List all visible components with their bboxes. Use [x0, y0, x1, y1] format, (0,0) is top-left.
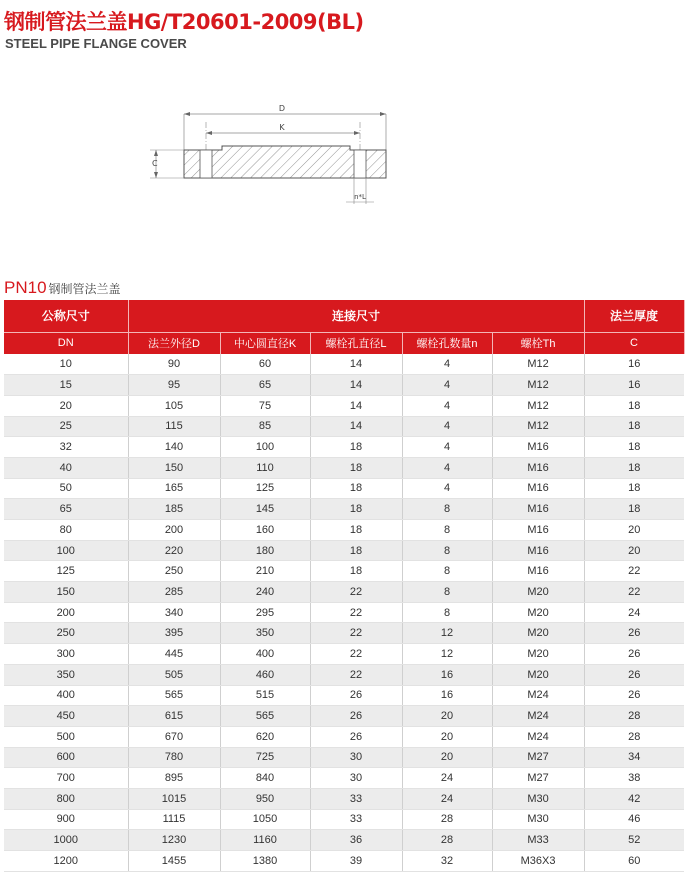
table-cell: 16	[402, 685, 492, 706]
col-header-center-circle: 中心圆直径K	[220, 332, 310, 354]
dimension-k-label: K	[279, 123, 285, 132]
dimension-d-label: D	[278, 104, 286, 113]
table-cell: M16	[492, 520, 584, 541]
table-cell: M12	[492, 395, 584, 416]
table-cell: 20	[584, 520, 684, 541]
table-cell: 32	[4, 437, 128, 458]
table-row	[4, 664, 684, 685]
table-cell: 26	[584, 664, 684, 685]
table-cell: 18	[584, 457, 684, 478]
table-row	[4, 851, 684, 872]
table-cell: 39	[310, 851, 402, 872]
table-cell: 90	[128, 354, 220, 375]
table-cell: 165	[128, 478, 220, 499]
table-cell: 28	[402, 809, 492, 830]
table-cell: M16	[492, 540, 584, 561]
table-cell: 95	[128, 375, 220, 396]
table-cell: 700	[4, 768, 128, 789]
table-cell: 18	[310, 561, 402, 582]
table-cell: 33	[310, 788, 402, 809]
table-cell: 1115	[128, 809, 220, 830]
table-cell: 400	[220, 644, 310, 665]
group-header-nominal-size: 公称尺寸	[4, 300, 128, 332]
table-cell: 20	[402, 726, 492, 747]
table-cell: 1160	[220, 830, 310, 851]
table-cell: 140	[128, 437, 220, 458]
table-cell: 18	[310, 540, 402, 561]
table-cell: 515	[220, 685, 310, 706]
table-cell: 12	[402, 644, 492, 665]
table-cell: M16	[492, 478, 584, 499]
table-cell: 42	[584, 788, 684, 809]
table-cell: 125	[4, 561, 128, 582]
flange-cover-drawing	[140, 100, 400, 212]
table-cell: 24	[584, 602, 684, 623]
table-cell: 4	[402, 375, 492, 396]
table-cell: 16	[402, 664, 492, 685]
table-cell: 620	[220, 726, 310, 747]
table-cell: 20	[402, 706, 492, 727]
table-cell: 22	[310, 602, 402, 623]
section-title	[4, 278, 121, 298]
table-cell: 110	[220, 457, 310, 478]
table-cell: 8	[402, 540, 492, 561]
table-cell: 565	[220, 706, 310, 727]
table-cell: 8	[402, 520, 492, 541]
page-subtitle: STEEL PIPE FLANGE COVER	[5, 36, 187, 51]
table-cell: 16	[584, 375, 684, 396]
table-cell: 18	[584, 437, 684, 458]
table-cell: 1455	[128, 851, 220, 872]
table-row	[4, 809, 684, 830]
table-cell: 100	[4, 540, 128, 561]
table-row	[4, 540, 684, 561]
table-cell: 20	[4, 395, 128, 416]
table-cell: 220	[128, 540, 220, 561]
table-cell: 26	[310, 706, 402, 727]
col-header-dn: DN	[4, 332, 128, 354]
table-cell: 16	[584, 354, 684, 375]
table-cell: 210	[220, 561, 310, 582]
table-cell: M20	[492, 623, 584, 644]
table-cell: 1000	[4, 830, 128, 851]
table-cell: 8	[402, 499, 492, 520]
table-cell: 50	[4, 478, 128, 499]
table-cell: 900	[4, 809, 128, 830]
table-cell: 670	[128, 726, 220, 747]
table-row	[4, 726, 684, 747]
table-body	[4, 354, 684, 871]
table-cell: 40	[4, 457, 128, 478]
table-cell: M16	[492, 457, 584, 478]
table-cell: M12	[492, 416, 584, 437]
table-cell: 26	[310, 685, 402, 706]
table-row	[4, 685, 684, 706]
table-cell: 10	[4, 354, 128, 375]
table-cell: 60	[220, 354, 310, 375]
table-cell: 65	[220, 375, 310, 396]
table-cell: 18	[584, 499, 684, 520]
table-cell: M27	[492, 747, 584, 768]
table-row	[4, 706, 684, 727]
table-cell: 26	[584, 623, 684, 644]
table-cell: 14	[310, 375, 402, 396]
table-cell: M24	[492, 706, 584, 727]
table-row	[4, 582, 684, 603]
table-row	[4, 375, 684, 396]
table-cell: M24	[492, 685, 584, 706]
table-cell: 600	[4, 747, 128, 768]
table-cell: 18	[310, 478, 402, 499]
table-cell: 1050	[220, 809, 310, 830]
table-cell: 30	[310, 768, 402, 789]
table-cell: 24	[402, 768, 492, 789]
table-cell: 4	[402, 416, 492, 437]
section-subtitle: 钢制管法兰盖	[48, 282, 121, 296]
table-cell: M30	[492, 788, 584, 809]
group-header-connection-size: 连接尺寸	[128, 300, 584, 332]
table-cell: 36	[310, 830, 402, 851]
table-cell: 460	[220, 664, 310, 685]
table-cell: 22	[584, 561, 684, 582]
table-cell: 250	[4, 623, 128, 644]
table-cell: 400	[4, 685, 128, 706]
group-header-flange-thickness: 法兰厚度	[584, 300, 684, 332]
table-cell: 250	[128, 561, 220, 582]
table-row	[4, 520, 684, 541]
table-cell: 24	[402, 788, 492, 809]
table-cell: 85	[220, 416, 310, 437]
table-cell: 14	[310, 354, 402, 375]
table-cell: M16	[492, 499, 584, 520]
table-cell: 18	[584, 416, 684, 437]
table-cell: 4	[402, 395, 492, 416]
table-cell: 18	[310, 457, 402, 478]
table-cell: 145	[220, 499, 310, 520]
flange-spec-table	[4, 300, 685, 872]
table-cell: 75	[220, 395, 310, 416]
dimension-nl-label: n*L	[354, 193, 366, 201]
table-cell: 240	[220, 582, 310, 603]
table-row	[4, 499, 684, 520]
table-cell: 26	[310, 726, 402, 747]
table-row	[4, 354, 684, 375]
table-cell: 22	[310, 664, 402, 685]
table-cell: 25	[4, 416, 128, 437]
table-cell: 200	[4, 602, 128, 623]
table-cell: 840	[220, 768, 310, 789]
table-cell: 33	[310, 809, 402, 830]
col-header-bolt-hole-count: 螺栓孔数量n	[402, 332, 492, 354]
table-cell: 150	[4, 582, 128, 603]
table-row	[4, 788, 684, 809]
table-cell: M16	[492, 561, 584, 582]
table-row	[4, 830, 684, 851]
table-cell: 445	[128, 644, 220, 665]
table-cell: M33	[492, 830, 584, 851]
table-cell: 22	[584, 582, 684, 603]
table-cell: 28	[402, 830, 492, 851]
table-cell: 14	[310, 416, 402, 437]
table-row	[4, 747, 684, 768]
table-cell: 8	[402, 561, 492, 582]
table-row	[4, 457, 684, 478]
table-cell: 34	[584, 747, 684, 768]
table-cell: 950	[220, 788, 310, 809]
table-cell: 105	[128, 395, 220, 416]
table-cell: 46	[584, 809, 684, 830]
table-cell: 340	[128, 602, 220, 623]
table-cell: 4	[402, 478, 492, 499]
table-cell: 28	[584, 726, 684, 747]
section-pressure-label: PN10	[4, 278, 47, 297]
table-cell: 18	[310, 499, 402, 520]
table-cell: 800	[4, 788, 128, 809]
table-cell: 100	[220, 437, 310, 458]
col-header-thickness: C	[584, 332, 684, 354]
table-row	[4, 623, 684, 644]
table-cell: 4	[402, 437, 492, 458]
table-row	[4, 437, 684, 458]
table-cell: 780	[128, 747, 220, 768]
table-cell: M24	[492, 726, 584, 747]
table-cell: 1015	[128, 788, 220, 809]
table-row	[4, 602, 684, 623]
table-cell: 450	[4, 706, 128, 727]
table-cell: M20	[492, 664, 584, 685]
table-cell: M27	[492, 768, 584, 789]
table-cell: M30	[492, 809, 584, 830]
table-cell: 14	[310, 395, 402, 416]
table-cell: 18	[584, 395, 684, 416]
table-cell: 4	[402, 354, 492, 375]
table-cell: M36X3	[492, 851, 584, 872]
table-cell: 80	[4, 520, 128, 541]
col-header-outer-diameter: 法兰外径D	[128, 332, 220, 354]
table-row	[4, 478, 684, 499]
table-cell: 200	[128, 520, 220, 541]
table-cell: 4	[402, 457, 492, 478]
table-cell: 185	[128, 499, 220, 520]
table-cell: 895	[128, 768, 220, 789]
table-cell: M12	[492, 375, 584, 396]
table-cell: 18	[584, 478, 684, 499]
table-cell: M12	[492, 354, 584, 375]
table-cell: M20	[492, 644, 584, 665]
table-cell: 18	[310, 520, 402, 541]
table-cell: M16	[492, 437, 584, 458]
dimension-c-label: C	[152, 159, 158, 168]
table-cell: 20	[584, 540, 684, 561]
table-cell: 300	[4, 644, 128, 665]
table-cell: 350	[4, 664, 128, 685]
table-cell: 1230	[128, 830, 220, 851]
table-cell: 295	[220, 602, 310, 623]
table-cell: 125	[220, 478, 310, 499]
table-cell: 395	[128, 623, 220, 644]
table-cell: 725	[220, 747, 310, 768]
table-cell: 38	[584, 768, 684, 789]
col-header-bolt-thread: 螺栓Th	[492, 332, 584, 354]
table-cell: 500	[4, 726, 128, 747]
table-cell: 60	[584, 851, 684, 872]
table-row	[4, 644, 684, 665]
table-cell: 22	[310, 582, 402, 603]
table-cell: 26	[584, 685, 684, 706]
table-cell: 22	[310, 623, 402, 644]
table-cell: 160	[220, 520, 310, 541]
page-title: 钢制管法兰盖HG/T20601-2009(BL)	[4, 10, 364, 34]
table-cell: 65	[4, 499, 128, 520]
table-cell: 285	[128, 582, 220, 603]
table-cell: 1380	[220, 851, 310, 872]
table-cell: 8	[402, 582, 492, 603]
table-row	[4, 768, 684, 789]
table-cell: 1200	[4, 851, 128, 872]
table-cell: 28	[584, 706, 684, 727]
table-cell: 350	[220, 623, 310, 644]
table-cell: 20	[402, 747, 492, 768]
table-cell: 8	[402, 602, 492, 623]
table-cell: 18	[310, 437, 402, 458]
table-row	[4, 395, 684, 416]
table-cell: M20	[492, 602, 584, 623]
table-cell: 30	[310, 747, 402, 768]
table-cell: 22	[310, 644, 402, 665]
table-cell: 615	[128, 706, 220, 727]
table-cell: 52	[584, 830, 684, 851]
table-cell: 150	[128, 457, 220, 478]
col-header-bolt-hole-diameter: 螺栓孔直径L	[310, 332, 402, 354]
table-cell: 26	[584, 644, 684, 665]
table-cell: 32	[402, 851, 492, 872]
table-row	[4, 561, 684, 582]
table-cell: 565	[128, 685, 220, 706]
table-cell: 12	[402, 623, 492, 644]
table-row	[4, 416, 684, 437]
table-cell: 115	[128, 416, 220, 437]
table-cell: 180	[220, 540, 310, 561]
table-cell: 505	[128, 664, 220, 685]
table-cell: 15	[4, 375, 128, 396]
table-cell: M20	[492, 582, 584, 603]
